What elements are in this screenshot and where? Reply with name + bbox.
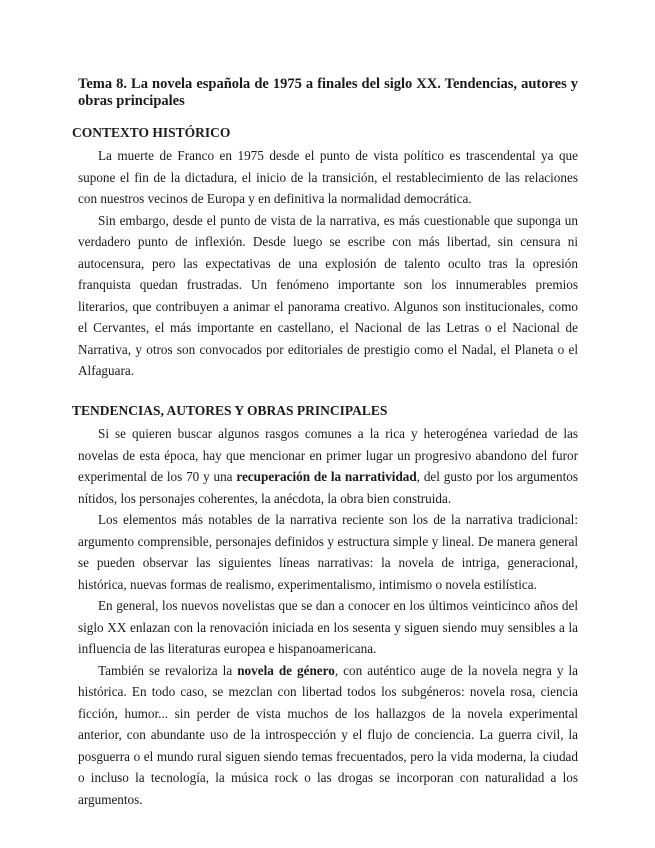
- section-heading-contexto: CONTEXTO HISTÓRICO: [72, 125, 231, 140]
- paragraph-text: , del gusto por los argumentos nítidos, los personajes coherentes, la anécdota, la obra bien construida.: [78, 469, 578, 506]
- document-title: Tema 8. La novela española de 1975 a finales del siglo XX. Tendencias, autores y obras principales: [78, 76, 578, 109]
- paragraph: Sin embargo, desde el punto de vista de la narrativa, es más cuestionable que suponga un verdadero punto de inflexión. Desde luego se escribe con más libertad, sin censura ni autocensura, pero las expectativas de una explosión de talento oculto tras la opresión franquista quedan frustradas. Un fenómeno importante son los innumerables premios literarios, que contribuyen a animar el panorama creativo. Algunos son institucionales, como el Cervantes, el más importante en castellano, el Nacional de las Letras o el Nacional de Narrativa, y otros son convocados por editoriales de prestigio como el Nadal, el Planeta o el Alfaguara.: [78, 212, 578, 378]
- paragraph-text: , con auténtico auge de la novela negra y la histórica. En todo caso, se mezclan con libertad todos los subgéneros: novela rosa, ciencia ficción, humor... sin perder de vista muchos de los hallazgos de la novela experimental anterior, con abundante uso de la introspección y el flujo de conciencia. La guerra civil, la posguerra o el mundo rural siguen siendo temas frecuentados, pero la vida moderna, la ciudad o incluso la tecnología, la música rock o las drogas se incorporan con naturalidad a los argumentos.: [78, 662, 578, 807]
- section-heading-tendencias: TENDENCIAS, AUTORES Y OBRAS PRINCIPALES: [72, 403, 388, 418]
- paragraph-text: Si se quieren buscar algunos rasgos comunes a la rica y heterogénea variedad de las novelas de esta época, hay que mencionar en primer lugar un progresivo abandono del furor experimental de los 70 y una: [78, 426, 578, 484]
- paragraph: [78, 660, 578, 811]
- paragraph: La muerte de Franco en 1975 desde el punto de vista político es trascendental ya que supone el fin de la dictadura, el inicio de la transición, el restablecimiento de las relaciones con nuestros vecinos de Europa y en definitiva la normalidad democrática.: [78, 148, 578, 206]
- section-body-contexto: [78, 145, 578, 382]
- bold-term: novela de género: [237, 662, 335, 678]
- paragraph-text: También se revaloriza la: [98, 662, 238, 678]
- paragraph: En general, los nuevos novelistas que se dan a conocer en los últimos veinticinco años del siglo XX enlazan con la renovación iniciada en los sesenta y siguen siendo muy sensibles a la influencia de las literaturas europea e hispanoamericana.: [78, 598, 578, 656]
- paragraph: [78, 423, 578, 509]
- bold-term: recuperación de la narratividad: [236, 469, 417, 484]
- section-body-tendencias: [78, 423, 578, 810]
- paragraph: Los elementos más notables de la narrativa reciente son los de la narrativa tradicional: argumento comprensible, personajes definidos y estructura simple y lineal. De manera general se pueden observar las siguientes líneas narrativas: la novela de intriga, generacional, histórica, nuevas formas de realismo, experimentalismo, intimismo o novela estilística.: [78, 512, 578, 592]
